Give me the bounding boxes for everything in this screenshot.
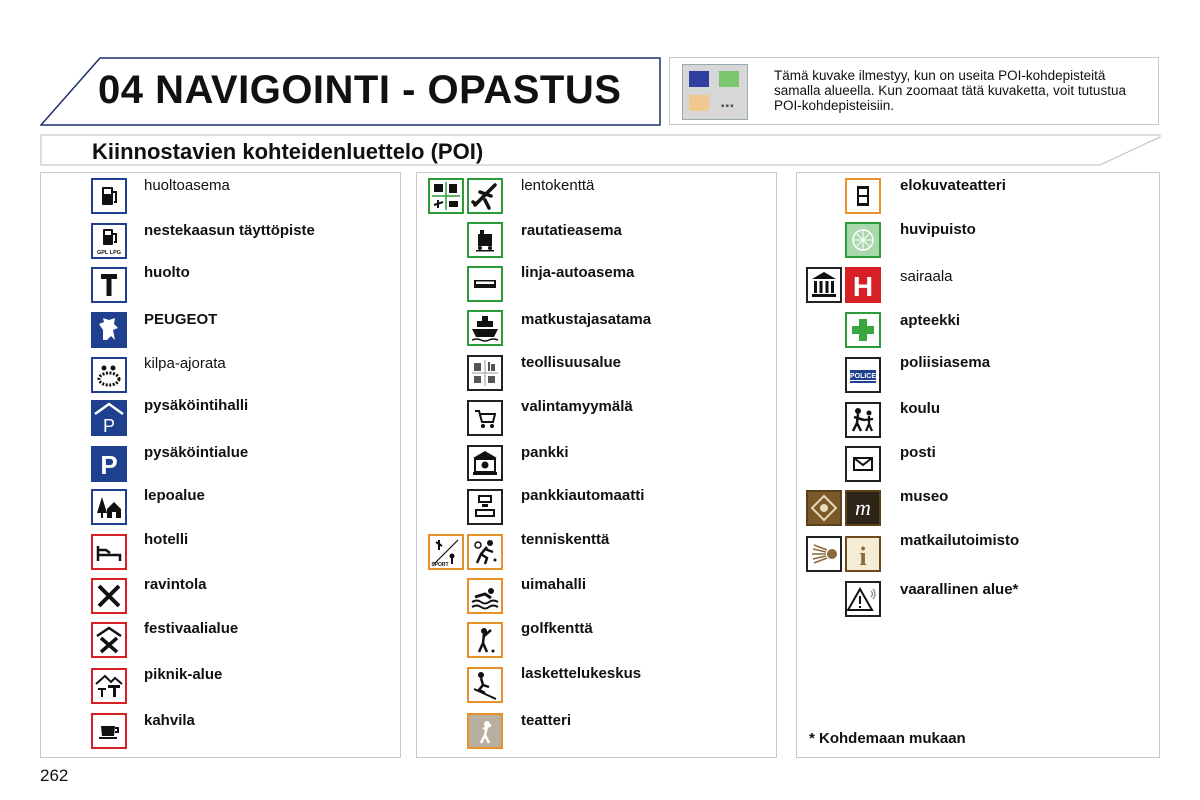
poi-label-nestekaasu: nestekaasun täyttöpiste [144,222,315,239]
swimmer-icon [467,578,503,614]
poi-label-kahvila: kahvila [144,712,195,729]
page-number: 262 [40,766,69,785]
chapter-title: 04 NAVIGOINTI - OPASTUS [98,68,622,112]
wrench-icon [91,267,127,303]
picnic-icon [91,668,127,704]
shopping-cart-icon [467,400,503,436]
museum-letter: m [855,495,871,520]
poi-label-teatteri: teatteri [521,712,572,729]
hospital-letter: H [852,271,874,301]
poi-label-huvipuisto: huvipuisto [900,221,976,238]
tennis-icon [467,534,503,570]
lpg-pump-icon [91,223,127,259]
parking-icon [91,446,127,482]
hospital-icon [845,267,881,303]
school-children-icon [845,402,881,438]
poi-label-valintamyymala: valintamyymälä [521,398,633,415]
poi-label-sairaala: sairaala [900,268,953,285]
poi-label-lentokentta: lentokenttä [521,177,595,194]
golf-icon [467,622,503,658]
poi-label-koulu: koulu [900,400,940,417]
poi-label-posti: posti [900,444,936,461]
poi-label-pysakointialue: pysäköintialue [144,444,249,461]
poi-label-lepoalue: lepoalue [144,487,205,504]
culture-group-icon [806,490,842,526]
fuel-pump-icon [91,178,127,214]
poi-label-poliisiasema: poliisiasema [900,354,991,371]
parking-garage-icon [91,400,127,436]
parking-letter: P [100,450,118,480]
amusement-park-icon [845,222,881,258]
poi-cluster-icon: ▪▪▪ [682,64,748,120]
poi-label-pankkiautomaatti: pankkiautomaatti [521,487,645,504]
theatre-icon [467,713,503,749]
cinema-icon [845,178,881,214]
lpg-text: GPL LPG [96,250,122,256]
train-icon [467,222,503,258]
industry-icon [467,355,503,391]
fork-knife-icon [91,578,127,614]
poi-label-elokuvateatteri: elokuvateatteri [900,177,1006,194]
atm-icon [467,489,503,525]
poi-label-apteekki: apteekki [900,312,961,329]
poi-label-huolto: huolto [144,264,190,281]
info-box [669,57,1159,125]
poi-label-huoltoasema: huoltoasema [144,177,230,194]
pharmacy-cross-icon [845,312,881,348]
warning-triangle-icon [845,581,881,617]
poi-label-tenniskentta: tenniskenttä [521,531,610,548]
poi-label-matkailutoimisto: matkailutoimisto [900,532,1020,549]
sport-text: SPORT [431,562,449,568]
skier-icon [467,667,503,703]
poi-label-ravintola: ravintola [144,576,207,593]
poi-label-museo: museo [900,488,949,505]
poi-label-festivaalialue: festivaalialue [144,620,239,637]
poi-label-matkustajasatama: matkustajasatama [521,311,652,328]
race-track-icon [91,357,127,393]
airplane-icon [467,178,503,214]
parking-letter: P [102,416,116,436]
info-letter: i [859,542,867,570]
poi-label-uimahalli: uimahalli [521,576,587,593]
public-services-group-icon [806,267,842,303]
bus-icon [467,266,503,302]
poi-label-hotelli: hotelli [144,531,189,548]
footnote: * Kohdemaan mukaan [809,730,966,747]
festival-icon [91,622,127,658]
bank-icon [467,445,503,481]
tourist-info-icon [845,536,881,572]
poi-label-piknik-alue: piknik-alue [144,666,223,683]
poi-label-vaarallinen-alue: vaarallinen alue* [900,581,1019,598]
poi-label-peugeot: PEUGEOT [144,311,218,328]
peugeot-lion-icon [91,312,127,348]
tourism-group-icon [806,536,842,572]
sport-group-icon [428,534,464,570]
poi-label-golfkentta: golfkenttä [521,620,593,637]
transport-group-icon [428,178,464,214]
poi-label-pankki: pankki [521,444,569,461]
coffee-cup-icon [91,713,127,749]
museum-icon [845,490,881,526]
rest-area-icon [91,489,127,525]
poi-label-pysakointihalli: pysäköintihalli [144,397,249,414]
info-text: Tämä kuvake ilmestyy, kun on useita POI-kohdepisteitä samalla alueella. Kun zoomaat tätä kuvaketta, voit tutustua POI-kohdepisteisiin. [774,68,1126,113]
police-text: POLICE [849,373,877,380]
ferry-icon [467,310,503,346]
police-icon [845,357,881,393]
poi-label-rautatieasema: rautatieasema [521,222,622,239]
envelope-icon [845,446,881,482]
poi-label-laskettelukeskus: laskettelukeskus [521,665,642,682]
poi-label-teollisuusalue: teollisuusalue [521,354,622,371]
poi-label-kilpa-ajorata: kilpa-ajorata [144,355,226,372]
bed-icon [91,534,127,570]
section-title: Kiinnostavien kohteidenluettelo (POI) [92,139,484,164]
poi-label-linja-autoasema: linja-autoasema [521,264,635,281]
